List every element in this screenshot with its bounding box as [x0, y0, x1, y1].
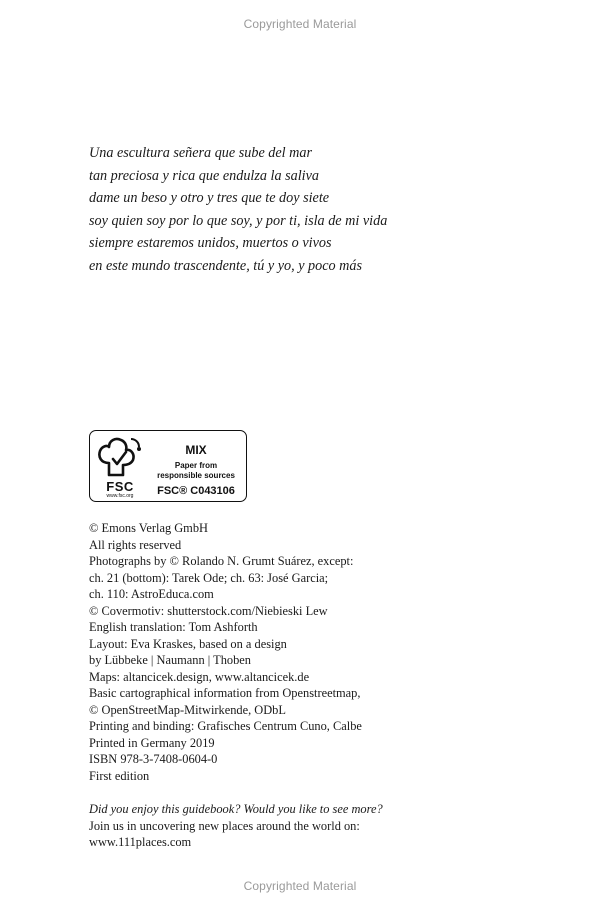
- imprint-line: ISBN 978-3-7408-0604-0: [89, 752, 218, 766]
- imprint-line: Printed in Germany 2019: [89, 735, 215, 750]
- poem-line: en este mundo trascendente, tú y yo, y poco más: [89, 257, 363, 274]
- fsc-license-code: FSC® C043106: [157, 485, 235, 497]
- fsc-label: [89, 430, 247, 502]
- poem-line: siempre estaremos unidos, muertos o vivos: [89, 235, 332, 252]
- imprint-line: Photographs by © Rolando N. Grumt Suárez, except:: [89, 554, 354, 568]
- fsc-logo-text: FSC: [106, 479, 134, 494]
- imprint-line: All rights reserved: [89, 537, 182, 552]
- poem-line: dame un beso y otro y tres que te doy siete: [89, 190, 330, 207]
- fsc-tree-checkmark-icon: [95, 435, 145, 499]
- imprint-line: Maps: altancicek.design, www.altancicek.de: [89, 669, 310, 684]
- imprint-line: © Emons Verlag GmbH: [89, 521, 208, 535]
- poem-line: Una escultura señera que sube del mar: [89, 145, 313, 161]
- fsc-paper-source: [148, 461, 244, 480]
- imprint-block: [89, 520, 569, 784]
- poem: [89, 142, 569, 278]
- fsc-mix-label: MIX: [185, 443, 207, 457]
- watermark-top: Copyrighted Material: [243, 17, 357, 31]
- fsc-info: [148, 431, 244, 501]
- imprint-line: ch. 21 (bottom): Tarek Ode; ch. 63: José Garcia;: [89, 570, 329, 585]
- imprint-line: by Lübbeke | Naumann | Thoben: [89, 653, 251, 667]
- imprint-line: Layout: Eva Kraskes, based on a design: [89, 636, 287, 651]
- watermark-bottom: Copyrighted Material: [243, 879, 357, 893]
- fsc-website: www.fsc.org: [106, 493, 134, 499]
- promo-url: www.111places.com: [89, 835, 192, 849]
- imprint-line: First edition: [89, 768, 150, 783]
- poem-line: soy quien soy por lo que soy, y por ti, isla de mi vida: [89, 212, 388, 229]
- imprint-line: English translation: Tom Ashforth: [89, 620, 258, 634]
- fsc-paper-line: Paper from: [174, 461, 218, 470]
- imprint-line: © Covermotiv: shutterstock.com/Niebieski Lew: [89, 603, 328, 618]
- promo-block: [89, 801, 569, 851]
- imprint-line: Printing and binding: Grafisches Centrum Cuno, Calbe: [89, 719, 362, 733]
- imprint-line: Basic cartographical information from Openstreetmap,: [89, 686, 361, 700]
- promo-text: Join us in uncovering new places around the world on:: [89, 818, 360, 833]
- fsc-paper-line: responsible sources: [157, 470, 235, 480]
- poem-line: tan preciosa y rica que endulza la saliva: [89, 167, 319, 184]
- promo-question: Did you enjoy this guidebook? Would you like to see more?: [89, 802, 383, 816]
- imprint-line: ch. 110: AstroEduca.com: [89, 587, 214, 601]
- imprint-line: © OpenStreetMap-Mitwirkende, ODbL: [89, 702, 286, 717]
